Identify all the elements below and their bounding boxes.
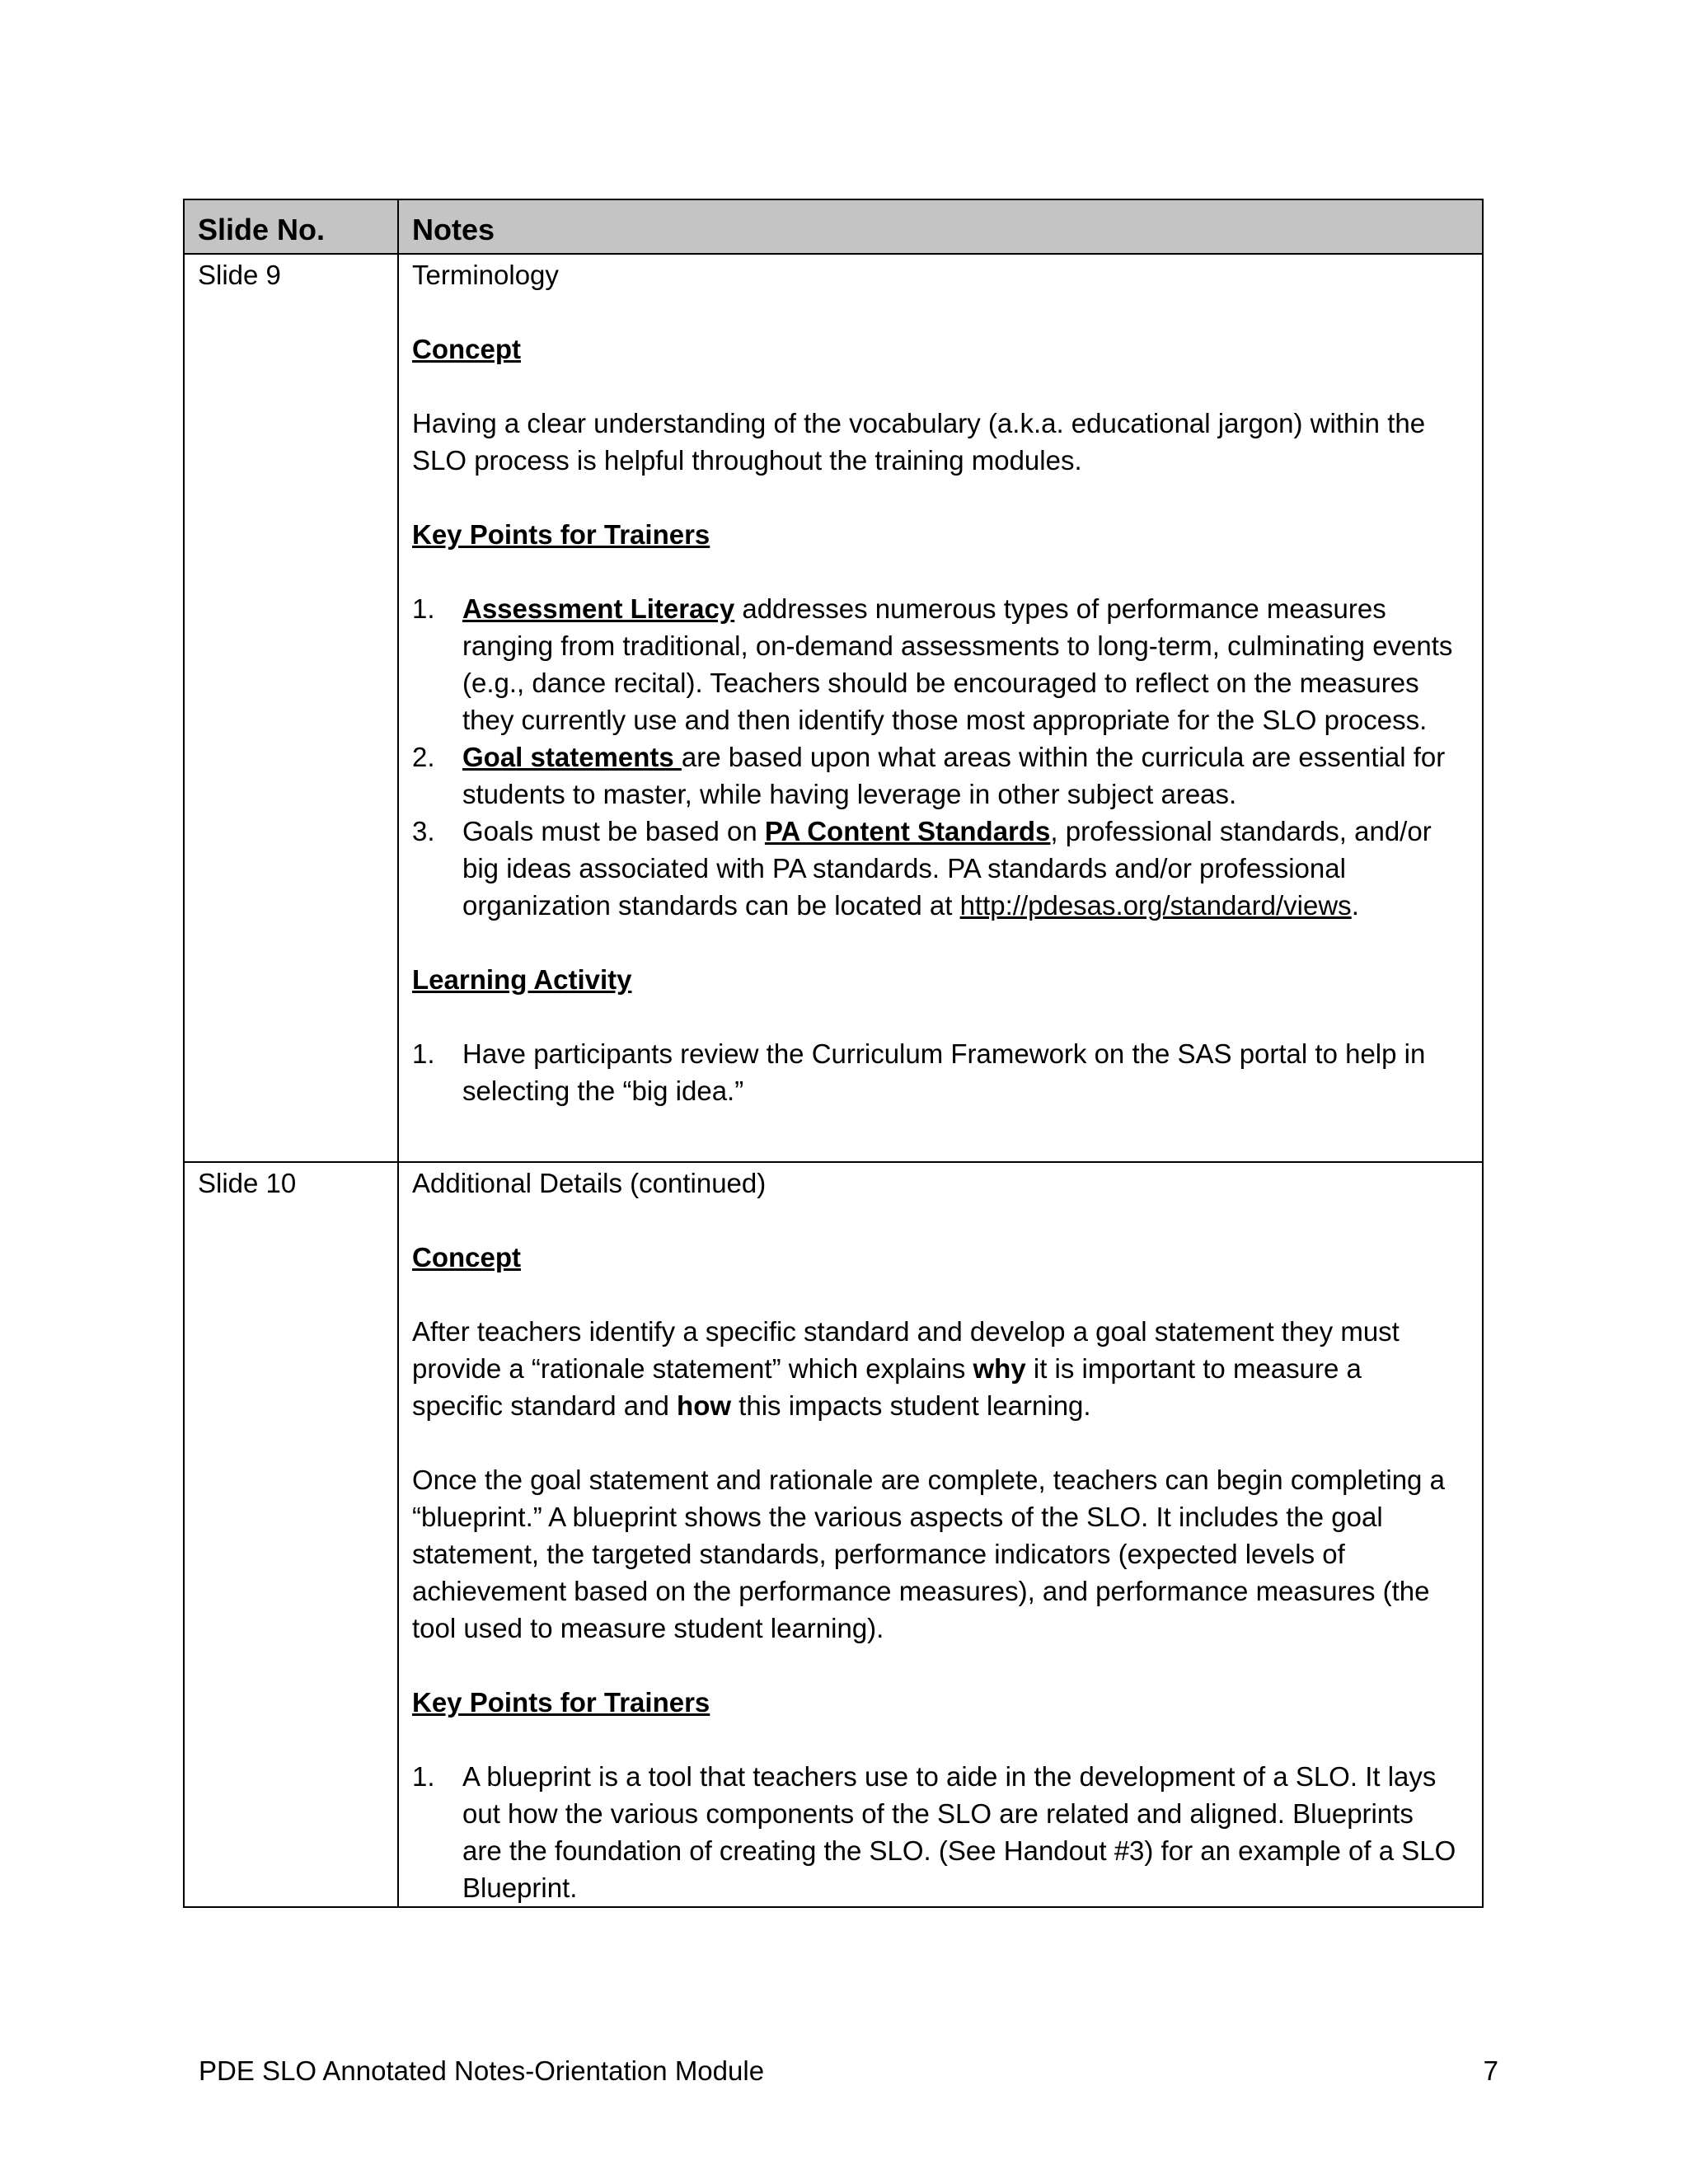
list-item-text: are based upon what areas within the curricula are essential for students to master, while having leverage in other subject areas. (462, 742, 1446, 809)
list-item (412, 738, 1459, 813)
list-item-text: Have participants review the Curriculum Framework on the SAS portal to help in selecting the “big idea.” (462, 1038, 1426, 1106)
key-points-heading: Key Points for Trainers (412, 519, 710, 550)
list-item-text: Goals must be based on (462, 816, 765, 846)
key-points-heading: Key Points for Trainers (412, 1687, 710, 1718)
concept-heading: Concept (412, 334, 521, 364)
learning-activity-heading: Learning Activity (412, 964, 632, 995)
concept-text: Having a clear understanding of the vocabulary (a.k.a. educational jargon) within the SLO process is helpful throughout the training modules. (412, 408, 1426, 476)
list-item (412, 590, 1459, 738)
list-item (412, 813, 1459, 924)
list-number: 1. (412, 1761, 435, 1792)
blueprint-text: Once the goal statement and rationale are complete, teachers can begin completing a “blueprint.” A blueprint shows the various aspects of the SLO. It includes the goal statement, the targeted standards, performance indicators (expected levels of achievement based on the performance measures), and performance measures (the tool used to measure student learning). (412, 1465, 1445, 1643)
section-title: Additional Details (continued) (412, 1168, 767, 1198)
table-header-row (184, 199, 1483, 254)
text-span: After teachers identify a specific standard and develop a goal statement they must provide a “rationale statement” which explains (412, 1316, 1400, 1384)
list-number: 2. (412, 742, 435, 772)
notes-cell (398, 254, 1483, 1162)
list-item-text: addresses numerous types of performance measures ranging from traditional, on-demand assessments to long-term, culminating events (e.g., dance recital). Teachers should be encouraged to reflect on the measures they currently use and then identify those most appropriate for the SLO process. (462, 593, 1453, 735)
bold-why: why (973, 1353, 1026, 1384)
text-span: it is important to measure a specific standard and (412, 1353, 1362, 1421)
footer-title: PDE SLO Annotated Notes-Orientation Module (199, 2055, 765, 2086)
list-number: 1. (412, 593, 435, 624)
header-notes: Notes (398, 199, 1483, 254)
list-item-text: . (1351, 890, 1359, 921)
key-points-list (412, 590, 1459, 924)
text-span: this impacts student learning. (731, 1390, 1091, 1421)
notes-table (183, 199, 1484, 1908)
list-item-text: A blueprint is a tool that teachers use to aide in the development of a SLO. It lays out how the various components of the SLO are related and aligned. Blueprints are the foundation of creating the SLO. (See Handout #3) for an example of a SLO Blueprint. (462, 1761, 1456, 1903)
notes-cell (398, 1162, 1483, 1907)
term-assessment-literacy: Assessment Literacy (462, 593, 735, 624)
list-item-text: , professional standards, and/or big ideas associated with PA standards. PA standards and/or professional organization standards can be located at (462, 816, 1432, 921)
key-points-list (412, 1758, 1459, 1906)
concept-heading: Concept (412, 1242, 521, 1272)
page-number: 7 (1483, 2055, 1498, 2086)
slide-number-cell: Slide 9 (184, 254, 398, 1162)
term-goal-statements: Goal statements (462, 742, 682, 772)
slide-number-cell: Slide 10 (184, 1162, 398, 1907)
concept-text (412, 1313, 1459, 1424)
term-pa-content-standards: PA Content Standards (764, 816, 1051, 846)
pdesas-link[interactable]: http://pdesas.org/standard/views (959, 890, 1352, 921)
header-slide-no: Slide No. (184, 199, 398, 254)
table-row (184, 1162, 1483, 1907)
list-number: 1. (412, 1038, 435, 1069)
list-item (412, 1758, 1459, 1906)
table-row (184, 254, 1483, 1162)
section-title: Terminology (412, 260, 559, 290)
list-item (412, 1035, 1459, 1109)
list-number: 3. (412, 816, 435, 846)
bold-how: how (677, 1390, 732, 1421)
learning-activity-list (412, 1035, 1459, 1109)
